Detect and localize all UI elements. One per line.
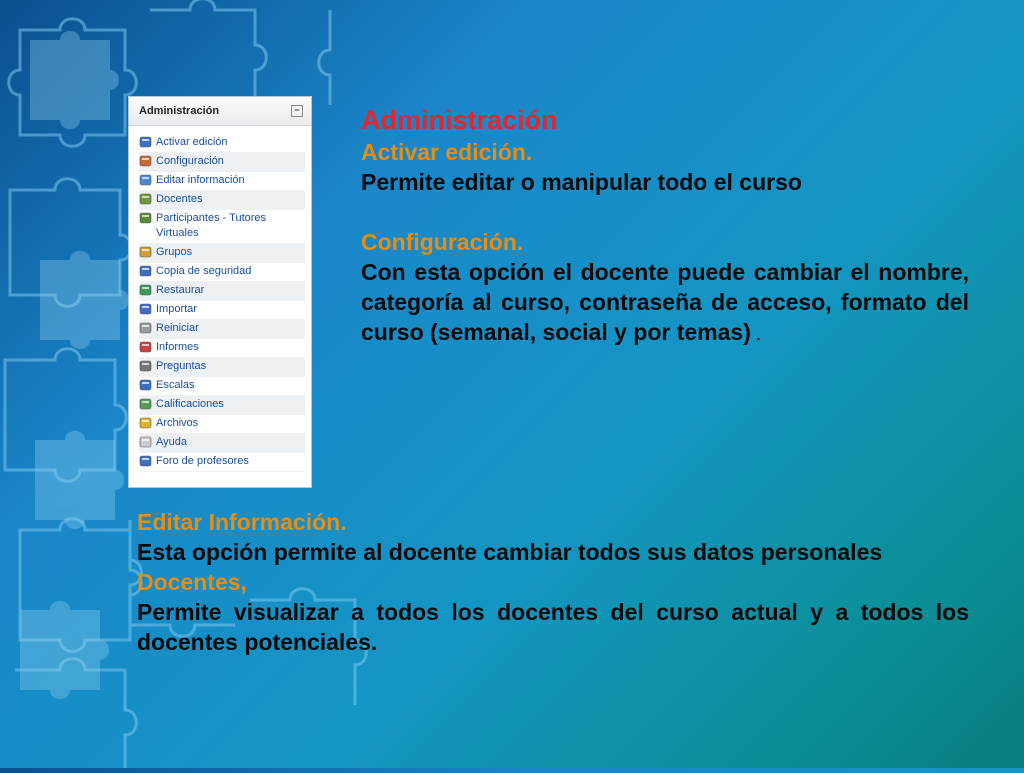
restore-icon (139, 284, 153, 297)
section-activar-text: Permite editar o manipular todo el curso (361, 169, 802, 195)
section-docentes-text: Permite visualizar a todos los docentes del curso actual y a todos los docentes potenciales. (137, 599, 969, 655)
menu-item-3[interactable] (139, 191, 305, 210)
menu-item-label: Restaurar (156, 284, 205, 296)
menu-item-label: Importar (156, 303, 197, 315)
menu-item-9[interactable] (139, 320, 305, 339)
participants-icon (139, 212, 153, 225)
menu-item-16[interactable] (139, 453, 305, 472)
menu-item-label: Docentes (156, 193, 203, 205)
forum-icon (139, 455, 153, 468)
menu-item-11[interactable] (139, 358, 305, 377)
folder-icon (139, 417, 153, 430)
menu-item-1[interactable] (139, 153, 305, 172)
menu-item-14[interactable] (139, 415, 305, 434)
users-icon (139, 193, 153, 206)
menu-item-5[interactable] (139, 244, 305, 263)
menu-item-8[interactable] (139, 301, 305, 320)
menu-item-label: Calificaciones (156, 398, 224, 410)
menu-item-0[interactable] (139, 134, 305, 153)
menu-item-15[interactable] (139, 434, 305, 453)
menu-item-label: Reiniciar (156, 322, 199, 334)
reports-icon (139, 341, 153, 354)
section-config-text (361, 257, 969, 349)
menu-item-12[interactable] (139, 377, 305, 396)
menu-item-10[interactable] (139, 339, 305, 358)
reset-icon (139, 322, 153, 335)
menu-item-label: Informes (156, 341, 199, 353)
scales-icon (139, 379, 153, 392)
menu-item-7[interactable] (139, 282, 305, 301)
menu-item-label: Participantes - Tutores Virtuales (156, 212, 267, 239)
menu-item-13[interactable] (139, 396, 305, 415)
section-config-body: Con esta opción el docente puede cambiar el nombre, categoría al curso, contraseña de acceso, formato del curso (semanal, social y por temas) (361, 259, 969, 345)
menu-item-label: Preguntas (156, 360, 207, 372)
menu-item-label: Copia de seguridad (156, 265, 252, 277)
menu-item-label: Archivos (156, 417, 199, 429)
admin-block-header (129, 97, 311, 126)
menu-item-label: Activar edición (156, 136, 228, 148)
section-config-tail: . (750, 324, 761, 344)
admin-menu (129, 126, 311, 472)
bottom-text (137, 507, 969, 657)
import-icon (139, 303, 153, 316)
collapse-icon[interactable]: − (291, 105, 303, 117)
section-activar-title: Activar edición. (361, 139, 533, 165)
menu-item-label: Ayuda (156, 436, 187, 448)
section-editar-text: Esta opción permite al docente cambiar todos sus datos personales (137, 539, 883, 565)
section-editar-title: Editar Información. (137, 509, 347, 535)
menu-item-label: Grupos (156, 246, 193, 258)
menu-item-6[interactable] (139, 263, 305, 282)
heading-administracion: Administración (361, 105, 558, 135)
admin-block (128, 96, 312, 488)
menu-item-label: Configuración (156, 155, 224, 167)
menu-item-label: Editar información (156, 174, 245, 186)
edit-icon (139, 136, 153, 149)
menu-item-2[interactable] (139, 172, 305, 191)
right-text (361, 103, 969, 349)
section-docentes-title: Docentes, (137, 569, 247, 595)
menu-item-label: Escalas (156, 379, 195, 391)
menu-item-4[interactable] (139, 210, 305, 244)
settings-icon (139, 155, 153, 168)
groups-icon (139, 246, 153, 259)
info-icon (139, 174, 153, 187)
grades-icon (139, 398, 153, 411)
admin-block-title: Administración (139, 105, 220, 117)
section-config-title: Configuración. (361, 229, 524, 255)
menu-item-label: Foro de profesores (156, 455, 249, 467)
help-icon (139, 436, 153, 449)
questions-icon (139, 360, 153, 373)
backup-icon (139, 265, 153, 278)
